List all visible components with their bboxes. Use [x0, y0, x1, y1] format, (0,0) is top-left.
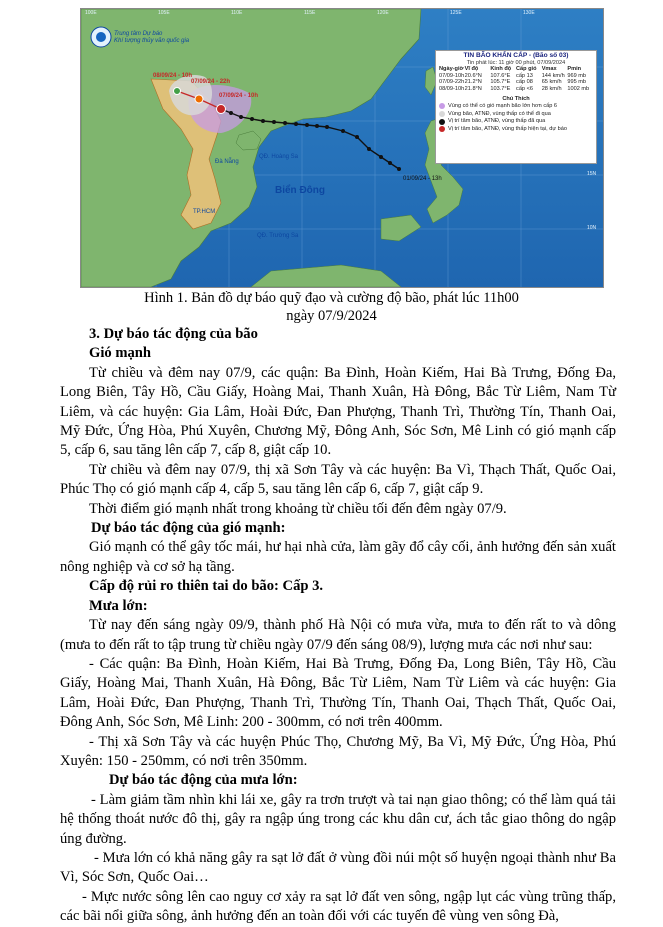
- legend-table-cell: 08/09-10h: [439, 85, 465, 92]
- paragraph-rain-son-tay: - Thị xã Sơn Tây và các huyện Phúc Thọ, Chương Mỹ, Ba Vì, Mỹ Đức, Ứng Hòa, Phú Xuyên: 150 - 250mm, có nơi trên 350mm.: [60, 733, 616, 769]
- legend-table: [439, 66, 593, 92]
- legend-table-cell: Vmax: [541, 66, 557, 73]
- legend-note-1: [439, 103, 593, 110]
- heavy-rain-heading: Mưa lớn:: [89, 597, 148, 614]
- forecast-22h-icon: [195, 95, 203, 103]
- rain-impact-heading: Dự báo tác động của mưa lớn:: [109, 772, 298, 789]
- legend-table-cell: Cấp gió: [516, 66, 537, 73]
- storm-forecast-map: [80, 8, 604, 288]
- legend-note-4-text: Vị trí tâm bão, ATNĐ, vùng thấp hiện tại, dự báo: [448, 125, 567, 132]
- legend-table-cell: 07/09-10h: [439, 72, 465, 79]
- legend-table-row: [439, 73, 593, 80]
- paragraph-rain-landslide: - Mưa lớn có khả năng gây ra sạt lở đất ở vùng đồi núi một số huyện ngoại thành như Ba Vì, Sóc Sơn, Quốc Oai…: [60, 849, 616, 886]
- forecast-position-swatch-icon: [439, 126, 445, 132]
- forecast-10h-icon: [174, 88, 181, 95]
- label-danang: Đà Nẵng: [215, 159, 239, 165]
- forecast-legend: [435, 50, 597, 164]
- legend-title: TIN BÃO KHẨN CẤP - (Bão số 03): [463, 52, 569, 59]
- paragraph-wind-son-tay: Từ chiều và đêm nay 07/9, thị xã Sơn Tây và các huyện: Ba Vì, Thạch Thất, Quốc Oai, Phúc Thọ có gió mạnh cấp 4, cấp 5, sau tăng lên cấp 6, cấp 7, giật cấp 9.: [60, 461, 616, 498]
- label-hcm: TP.HCM: [193, 209, 216, 215]
- latitude-tick-label: 10N: [587, 225, 597, 231]
- strong-wind-heading: Gió mạnh: [89, 345, 152, 362]
- legend-note-3-text: Vị trí tâm bão, ATNĐ, vùng thấp đã qua: [448, 118, 546, 125]
- legend-table-header: [439, 66, 593, 73]
- legend-table-cell: 28 km/h: [541, 85, 562, 92]
- figure-caption-line-2: ngày 07/9/2024: [286, 308, 377, 324]
- legend-issued: Tin phát lúc: 11 giờ 00 phút, 07/09/2024: [466, 59, 566, 66]
- label-01-09-13h: 01/09/24 - 13h: [403, 176, 442, 182]
- legend-table-cell: 65 km/h: [541, 79, 562, 86]
- legend-table-cell: 969 mb: [567, 72, 587, 79]
- longitude-tick-label: 115E: [304, 10, 316, 16]
- logo-line-2: Khí tượng thủy văn quốc gia: [114, 38, 190, 44]
- label-hoangsa: QĐ. Hoàng Sa: [259, 154, 299, 160]
- legend-table-row: [439, 86, 593, 93]
- legend-table-cell: 144 km/h: [541, 72, 565, 79]
- paragraph-wind-impact: Gió mạnh có thể gây tốc mái, hư hại nhà cửa, làm gãy đổ cây cối, ảnh hưởng đến sản xuất nông nghiệp và cơ sở hạ tầng.: [60, 539, 616, 575]
- legend-table-cell: Ngày-giờ: [439, 66, 464, 73]
- legend-note-4: [439, 126, 593, 133]
- legend-table-cell: cấp 13: [516, 72, 533, 79]
- cone-swatch-icon: [439, 111, 445, 117]
- legend-table-cell: 1002 mb: [567, 85, 590, 92]
- paragraph-rain-impact-traffic: - Làm giảm tầm nhìn khi lái xe, gây ra trơn trượt và tai nạn giao thông; có thể làm quá tải hệ thống thoát nước đô thị, gây ra ngập úng trong các khu dân cư, ách tắc giao thông do ngập úng đường.: [60, 791, 616, 847]
- legend-table-cell: Pmin: [567, 66, 582, 73]
- logo-icon-inner: [96, 32, 106, 42]
- legend-note-3: [439, 118, 593, 125]
- wind-zone-swatch-icon: [439, 103, 445, 109]
- paragraph-river-level: - Mực nước sông lên cao nguy cơ xảy ra sạt lở đất ven sông, ngập lụt các vùng trũng thấp, các bãi nổi giữa sông, ảnh hưởng đến an toàn đối với các tuyến đê vùng ven sông Đà,: [60, 888, 616, 925]
- longitude-tick-label: 105E: [158, 10, 170, 16]
- document-body: [60, 325, 616, 927]
- longitude-tick-label: 120E: [377, 10, 389, 16]
- longitude-tick-label: 100E: [85, 10, 97, 16]
- legend-table-cell: 995 mb: [567, 79, 587, 86]
- legend-table-cell: cấp <6: [516, 85, 533, 92]
- latitude-tick-label: 15N: [587, 171, 597, 177]
- legend-table-cell: 107.6°E: [490, 72, 511, 79]
- logo-line-1: Trung tâm Dự báo: [114, 31, 163, 37]
- section-3-title: 3. Dự báo tác động của bão: [89, 326, 258, 342]
- risk-level-heading: Cấp độ rủi ro thiên tai do bão: Cấp 3.: [89, 578, 324, 595]
- legend-table-cell: Vĩ độ: [464, 66, 479, 73]
- legend-table-cell: 20.6°N: [464, 72, 482, 79]
- label-biendong: Biển Đông: [275, 185, 325, 196]
- label-truongsa: QĐ. Trường Sa: [257, 233, 299, 239]
- current-position-icon: [217, 105, 226, 114]
- legend-table-cell: 105.7°E: [490, 79, 511, 86]
- legend-note-2-text: Vùng bão, ATNĐ, vùng thấp có thể đi qua: [448, 110, 551, 117]
- past-position-swatch-icon: [439, 119, 445, 125]
- label-08-09-10h: 08/09/24 - 10h: [153, 73, 193, 79]
- figure-caption-line-1: Hình 1. Bản đồ dự báo quỹ đạo và cường độ bão, phát lúc 11h00: [144, 290, 519, 306]
- longitude-tick-label: 130E: [523, 10, 535, 16]
- legend-table-cell: 07/09-22h: [439, 79, 465, 86]
- legend-table-cell: 103.7°E: [490, 85, 511, 92]
- legend-table-cell: Kinh độ: [490, 66, 512, 73]
- label-07-09-22h: 07/09/24 - 22h: [191, 79, 231, 85]
- legend-note-2: [439, 111, 593, 118]
- wind-impact-heading: Dự báo tác động của gió mạnh:: [91, 520, 286, 537]
- legend-notes-title: Chú Thích: [502, 95, 530, 102]
- paragraph-wind-districts: Từ chiều và đêm nay 07/9, các quận: Ba Đình, Hoàn Kiếm, Hai Bà Trưng, Đống Đa, Long Biên, Tây Hồ, Cầu Giấy, Hoàng Mai, Thanh Xuân, Hà Đông, Bắc Từ Liêm, Nam Từ Liêm, và các huyện: Gia Lâm, Hoài Đức, Đan Phượng, Thanh Trì, Thường Tín, Thanh Oai, Mỹ Đức, Ứng Hòa, Phú Xuyên, Chương Mỹ, Đông Anh, Sóc Sơn, Mê Linh có gió mạnh cấp 5, cấp 6, sau tăng lên cấp 7, cấp 8, giật cấp 10.: [60, 364, 616, 459]
- legend-table-cell: 21.2°N: [464, 79, 482, 86]
- legend-table-cell: cấp 08: [516, 79, 533, 86]
- logo-text: [114, 31, 189, 45]
- longitude-tick-label: 125E: [450, 10, 462, 16]
- legend-table-row: [439, 79, 593, 86]
- legend-table-cell: 21.8°N: [464, 85, 482, 92]
- paragraph-peak-wind-time: Thời điểm gió mạnh nhất trong khoảng từ chiều tối đến đêm ngày 07/9.: [89, 500, 507, 517]
- paragraph-rain-districts: - Các quận: Ba Đình, Hoàn Kiếm, Hai Bà Trưng, Đống Đa, Long Biên, Tây Hồ, Cầu Giấy, Hoàng Mai, Thanh Xuân, Hà Đông, Bắc Từ Liêm, Nam Từ Liêm và các huyện: Gia Lâm, Hoài Đức, Đan Phượng, Thanh Trì, Thường Tín, Thanh Oai, Thạch Thất, Quốc Oai, Đông Anh, Sóc Sơn, Mê Linh: 200 - 300mm, có nơi trên 400mm.: [60, 655, 616, 731]
- longitude-tick-label: 110E: [231, 10, 243, 16]
- label-07-09-10h: 07/09/24 - 10h: [219, 93, 259, 99]
- paragraph-rain-forecast: Từ nay đến sáng ngày 09/9, thành phố Hà Nội có mưa vừa, mưa to đến rất to và dông (mưa to đến rất to tập trung từ chiều ngày 07/9 đến sáng 08/9), lượng mưa các nơi như sau:: [60, 617, 616, 653]
- legend-note-1-text: Vùng có thể có gió mạnh bão lớn hơn cấp 6: [448, 103, 558, 110]
